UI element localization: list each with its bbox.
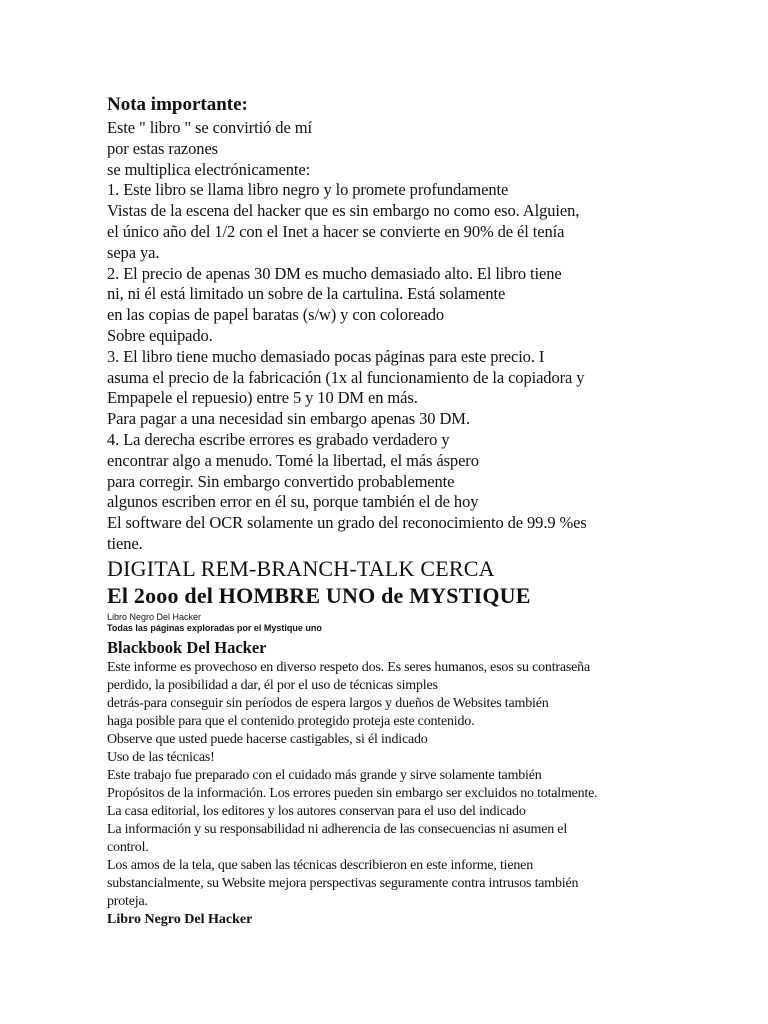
notes-block	[107, 118, 747, 555]
report-line: haga posible para que el contenido protegido proteja este contenido.	[107, 713, 475, 729]
small-caption: Libro Negro Del Hacker	[107, 611, 202, 622]
note-line: Este " libro " se convirtió de mí	[107, 118, 312, 137]
note-line: 2. El precio de apenas 30 DM es mucho demasiado alto. El libro tiene	[107, 263, 562, 283]
note-line: Empapele el repuesio) entre 5 y 10 DM en más.	[107, 388, 418, 408]
report-block	[107, 659, 747, 911]
note-line: se multiplica electrónicamente:	[107, 159, 311, 179]
report-line: Este informe es provechoso en diverso respeto dos. Es seres humanos, esos su contraseña	[107, 659, 590, 675]
report-line: La casa editorial, los editores y los autores conservan para el uso del indicado	[107, 803, 526, 819]
report-line: Propósitos de la información. Los errores pueden sin embargo ser excluidos no totalmente.	[107, 785, 598, 801]
document-subtitle: El 2ooo del HOMBRE UNO de MYSTIQUE	[107, 582, 531, 608]
note-line: el único año del 1/2 con el Inet a hacer se convierte en 90% de él tenía	[107, 221, 565, 241]
note-line: Para pagar a una necesidad sin embargo apenas 30 DM.	[107, 409, 470, 429]
report-line: Uso de las técnicas!	[107, 749, 215, 765]
small-caption-bold: Todas las páginas exploradas por el Mystique uno	[107, 622, 322, 633]
note-line: en las copias de papel baratas (s/w) y con coloreado	[107, 305, 445, 325]
note-line: 4. La derecha escribe errores es grabado verdadero y	[107, 429, 450, 449]
note-line: por estas razones	[107, 138, 219, 158]
note-line: 1. Este libro se llama libro negro y lo promete profundamente	[107, 180, 509, 200]
report-line: detrás-para conseguir sin períodos de espera largos y dueños de Websites también	[107, 695, 549, 711]
note-line: encontrar algo a menudo. Tomé la libertad, el más áspero	[107, 450, 479, 470]
note-line: ni, ni él está limitado un sobre de la cartulina. Está solamente	[107, 284, 506, 304]
section-heading: Blackbook Del Hacker	[107, 637, 267, 657]
document-title: DIGITAL REM-BRANCH-TALK CERCA	[107, 555, 495, 581]
note-line: algunos escriben error en él su, porque también el de hoy	[107, 492, 479, 512]
report-line: La información y su responsabilidad ni adherencia de las consecuencias ni asumen el	[107, 821, 568, 837]
note-line: asuma el precio de la fabricación (1x al funcionamiento de la copiadora y	[107, 367, 585, 387]
report-line: control.	[107, 839, 149, 855]
report-line: perdido, la posibilidad a dar, él por el uso de técnicas simples	[107, 677, 438, 693]
note-line: tiene.	[107, 533, 143, 553]
note-line: para corregir. Sin embargo convertido probablemente	[107, 471, 455, 491]
note-line: Sobre equipado.	[107, 325, 213, 345]
note-line: 3. El libro tiene mucho demasiado pocas páginas para este precio. I	[107, 346, 545, 366]
note-line: Vistas de la escena del hacker que es sin embargo no como eso. Alguien,	[107, 201, 580, 221]
report-line: Este trabajo fue preparado con el cuidado más grande y sirve solamente también	[107, 767, 542, 783]
report-line: Observe que usted puede hacerse castigables, si él indicado	[107, 731, 428, 747]
note-line: El software del OCR solamente un grado del reconocimiento de 99.9 %es	[107, 513, 587, 533]
report-line: Los amos de la tela, que saben las técnicas describieron en este informe, tienen	[107, 857, 533, 873]
note-heading: Nota importante:	[107, 94, 248, 115]
report-line: substancialmente, su Website mejora perspectivas seguramente contra intrusos también	[107, 875, 579, 891]
document-page	[107, 92, 747, 929]
report-line: proteja.	[107, 893, 148, 909]
note-line: sepa ya.	[107, 242, 160, 262]
footer-heading: Libro Negro Del Hacker	[107, 911, 253, 927]
